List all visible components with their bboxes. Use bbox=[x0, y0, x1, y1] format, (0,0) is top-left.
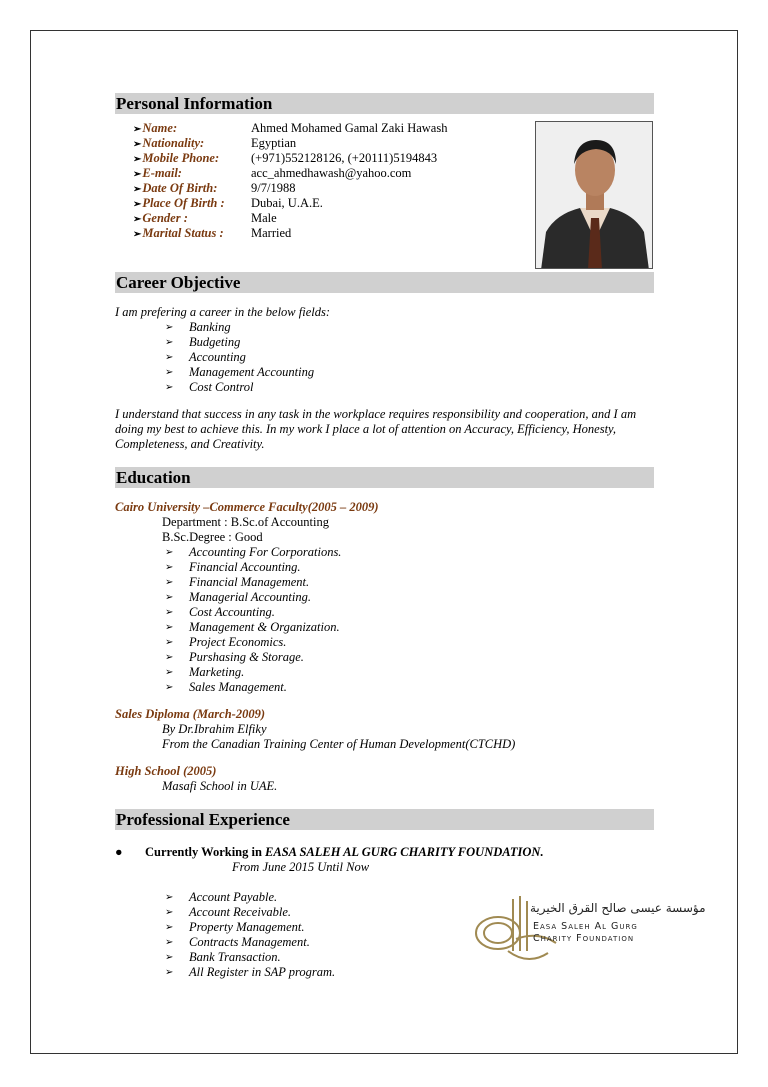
arrow-bullet-icon: ➢ bbox=[165, 607, 174, 618]
duty-item-text: Account Receivable. bbox=[189, 905, 292, 919]
diploma-title: Sales Diploma (March-2009) bbox=[115, 707, 265, 721]
arrow-bullet-icon: ➢ bbox=[165, 952, 174, 963]
course-item-text: Accounting For Corporations. bbox=[189, 545, 342, 559]
field-value: acc_ahmedhawash@yahoo.com bbox=[251, 166, 412, 180]
course-item bbox=[115, 575, 655, 590]
arrow-bullet-icon: ➢ bbox=[165, 547, 174, 558]
field-value: Married bbox=[251, 226, 292, 240]
arrow-bullet-icon: ➢ bbox=[165, 937, 174, 948]
career-field-item-text: Budgeting bbox=[189, 335, 241, 349]
field-label bbox=[115, 121, 251, 136]
career-field-item bbox=[115, 350, 655, 365]
arrow-bullet-icon: ➢ bbox=[165, 652, 174, 663]
career-fields-list bbox=[115, 320, 655, 395]
current-company: EASA SALEH AL GURG CHARITY FOUNDATION. bbox=[265, 845, 544, 859]
logo-arabic-name: مؤسسة عيسى صالح القرق الخيرية bbox=[530, 901, 706, 915]
career-field-item bbox=[115, 380, 655, 395]
logo-name-line1: Easa Saleh Al Gurg bbox=[533, 921, 638, 932]
arrow-bullet-icon: ➢ bbox=[165, 592, 174, 603]
course-item-text: Sales Management. bbox=[189, 680, 287, 694]
arrow-bullet-icon: ➢ bbox=[133, 154, 142, 165]
course-item bbox=[115, 680, 655, 695]
career-objective-header: Career Objective bbox=[115, 272, 654, 293]
arrow-bullet-icon: ➢ bbox=[133, 124, 142, 135]
personal-info-header: Personal Information bbox=[115, 93, 654, 114]
field-label-text: Name: bbox=[142, 121, 178, 135]
course-item-text: Cost Accounting. bbox=[189, 605, 275, 619]
current-job-prefix: Currently Working in bbox=[145, 845, 266, 859]
course-item bbox=[115, 635, 655, 650]
arrow-bullet-icon: ➢ bbox=[165, 892, 174, 903]
experience-header: Professional Experience bbox=[115, 809, 654, 830]
course-item-text: Marketing. bbox=[189, 665, 245, 679]
field-value: (+971)552128126, (+20111)5194843 bbox=[251, 151, 438, 165]
career-field-item-text: Cost Control bbox=[189, 380, 254, 394]
arrow-bullet-icon: ➢ bbox=[165, 622, 174, 633]
bullet-dot: ● bbox=[115, 845, 123, 859]
course-item-text: Financial Management. bbox=[189, 575, 310, 589]
arrow-bullet-icon: ➢ bbox=[165, 667, 174, 678]
course-item bbox=[115, 605, 655, 620]
field-label bbox=[115, 196, 251, 211]
education-header: Education bbox=[115, 467, 654, 488]
field-value: Egyptian bbox=[251, 136, 297, 150]
diploma-from: From the Canadian Training Center of Human Development(CTCHD) bbox=[162, 737, 516, 751]
field-value: Male bbox=[251, 211, 277, 225]
diploma-by: By Dr.Ibrahim Elfiky bbox=[162, 722, 267, 736]
arrow-bullet-icon: ➢ bbox=[133, 139, 142, 150]
arrow-bullet-icon: ➢ bbox=[165, 637, 174, 648]
arrow-bullet-icon: ➢ bbox=[165, 682, 174, 693]
duty-item-text: Bank Transaction. bbox=[189, 950, 281, 964]
duty-item-text: Contracts Management. bbox=[189, 935, 310, 949]
arrow-bullet-icon: ➢ bbox=[165, 382, 174, 393]
field-label-text: Marital Status : bbox=[142, 226, 224, 240]
career-field-item-text: Management Accounting bbox=[189, 365, 315, 379]
course-item-text: Purshasing & Storage. bbox=[189, 650, 304, 664]
course-item bbox=[115, 590, 655, 605]
arrow-bullet-icon: ➢ bbox=[165, 352, 174, 363]
course-list bbox=[115, 545, 655, 695]
course-item bbox=[115, 665, 655, 680]
arrow-bullet-icon: ➢ bbox=[165, 367, 174, 378]
career-field-item bbox=[115, 335, 655, 350]
course-item bbox=[115, 545, 655, 560]
course-item-text: Project Economics. bbox=[189, 635, 287, 649]
course-item-text: Management & Organization. bbox=[189, 620, 340, 634]
arrow-bullet-icon: ➢ bbox=[133, 229, 142, 240]
field-label-text: Nationality: bbox=[142, 136, 205, 150]
degree-line: B.Sc.Degree : Good bbox=[162, 530, 263, 544]
university-title: Cairo University –Commerce Faculty(2005 – 2009) bbox=[115, 500, 379, 514]
career-field-item bbox=[115, 365, 655, 380]
duty-item-text: Account Payable. bbox=[189, 890, 278, 904]
logo-name-line2: Charity Foundation bbox=[533, 933, 635, 944]
profile-photo bbox=[535, 121, 653, 269]
resume-content bbox=[115, 93, 655, 980]
high-school-title: High School (2005) bbox=[115, 764, 217, 778]
arrow-bullet-icon: ➢ bbox=[165, 577, 174, 588]
arrow-bullet-icon: ➢ bbox=[165, 967, 174, 978]
career-intro: I am prefering a career in the below fields: bbox=[115, 305, 331, 319]
company-logo bbox=[468, 891, 706, 971]
duty-item-text: All Register in SAP program. bbox=[189, 965, 336, 979]
field-label bbox=[115, 151, 251, 166]
field-label bbox=[115, 211, 251, 226]
high-school-name: Masafi School in UAE. bbox=[162, 779, 278, 793]
duty-item-text: Property Management. bbox=[189, 920, 305, 934]
field-label-text: Gender : bbox=[142, 211, 188, 225]
field-label-text: Date Of Birth: bbox=[142, 181, 218, 195]
arrow-bullet-icon: ➢ bbox=[165, 922, 174, 933]
field-label bbox=[115, 226, 251, 241]
arrow-bullet-icon: ➢ bbox=[133, 199, 142, 210]
field-label-text: Mobile Phone: bbox=[142, 151, 220, 165]
course-item bbox=[115, 560, 655, 575]
arrow-bullet-icon: ➢ bbox=[133, 184, 142, 195]
course-item bbox=[115, 650, 655, 665]
job-period: From June 2015 Until Now bbox=[232, 860, 370, 874]
arrow-bullet-icon: ➢ bbox=[165, 562, 174, 573]
course-item-text: Financial Accounting. bbox=[189, 560, 301, 574]
arrow-bullet-icon: ➢ bbox=[165, 322, 174, 333]
field-label bbox=[115, 166, 251, 181]
field-value: 9/7/1988 bbox=[251, 181, 296, 195]
arrow-bullet-icon: ➢ bbox=[133, 214, 142, 225]
career-field-item bbox=[115, 320, 655, 335]
current-job-line bbox=[115, 845, 655, 860]
department-line: Department : B.Sc.of Accounting bbox=[162, 515, 329, 529]
field-value: Dubai, U.A.E. bbox=[251, 196, 323, 210]
course-item bbox=[115, 620, 655, 635]
field-value: Ahmed Mohamed Gamal Zaki Hawash bbox=[251, 121, 448, 135]
career-statement: I understand that success in any task in the workplace requires responsibility and cooperation, and I am doing my best to achieve this. In my work I place a lot of attention on Accuracy, Efficiency, Honesty, Completeness, and Creativity. bbox=[115, 407, 637, 451]
field-label bbox=[115, 181, 251, 196]
career-field-item-text: Accounting bbox=[189, 350, 246, 364]
arrow-bullet-icon: ➢ bbox=[165, 907, 174, 918]
arrow-bullet-icon: ➢ bbox=[165, 337, 174, 348]
career-field-item-text: Banking bbox=[189, 320, 231, 334]
field-label bbox=[115, 136, 251, 151]
arrow-bullet-icon: ➢ bbox=[133, 169, 142, 180]
field-label-text: E-mail: bbox=[142, 166, 182, 180]
field-label-text: Place Of Birth : bbox=[142, 196, 225, 210]
course-item-text: Managerial Accounting. bbox=[189, 590, 311, 604]
